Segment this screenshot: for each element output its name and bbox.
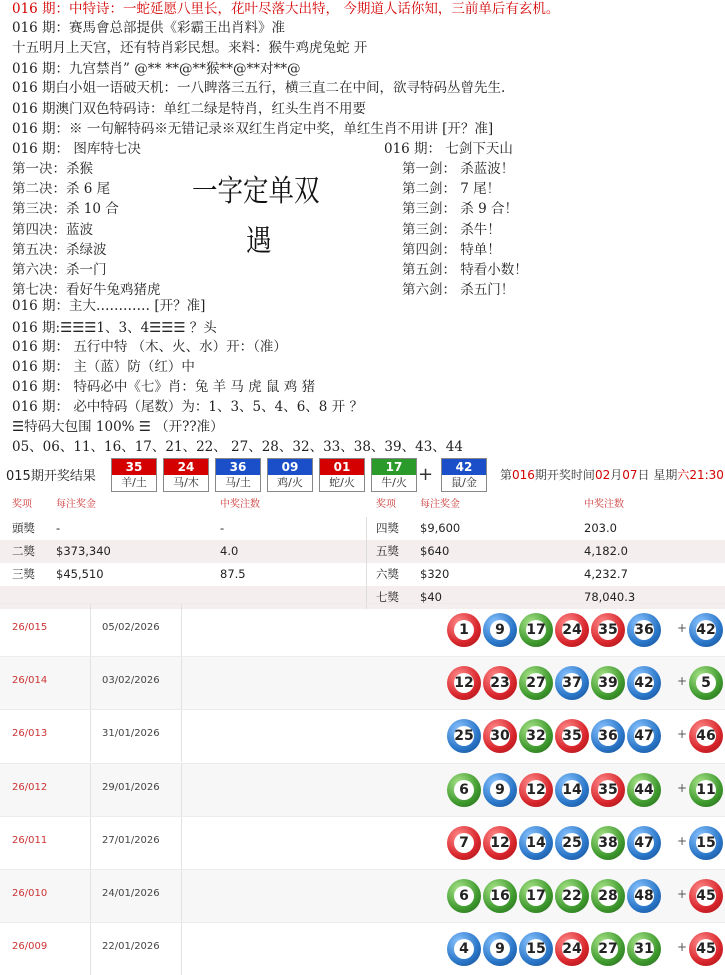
lottery-ball — [591, 666, 625, 700]
ball-number: 36 — [634, 622, 654, 638]
lottery-ball — [627, 773, 661, 807]
lottery-ball — [591, 773, 625, 807]
result-ball-zodiac: 马/土 — [225, 476, 251, 489]
ball-number: 12 — [526, 781, 546, 798]
history-date: 31/01/2026 — [102, 728, 160, 740]
lottery-ball — [591, 879, 625, 913]
lottery-ball — [627, 719, 661, 753]
ball-number: 42 — [634, 675, 654, 692]
lottery-ball — [447, 613, 481, 647]
handwrite-line1: 一字定单双 — [192, 174, 320, 209]
special-ball — [689, 613, 723, 647]
ball-number: 22 — [562, 888, 582, 904]
left-col-item: 第四决：蓝波 — [12, 221, 93, 238]
special-ball — [689, 773, 723, 807]
history-date: 24/01/2026 — [102, 888, 160, 899]
lottery-ball — [447, 879, 481, 913]
result-special-ball — [441, 458, 487, 492]
special-ball — [689, 932, 723, 966]
ball-number: 28 — [598, 888, 618, 904]
plus-sign: + — [677, 780, 688, 795]
row-divider — [181, 764, 182, 816]
lottery-ball — [555, 666, 589, 700]
result-ball-number: 42 — [442, 459, 486, 475]
history-issue: 26/011 — [12, 834, 48, 846]
prize-cell: 203.0 — [584, 521, 617, 535]
text-line: 05、06、11、16、17、21、22、 27、28、32、33、38、39、43、44 — [12, 439, 463, 455]
prize-row — [0, 517, 725, 540]
prize-cell: - — [56, 521, 61, 535]
prize-header-row — [0, 495, 725, 515]
result-ball-zodiac: 马/木 — [173, 476, 199, 489]
special-ball — [689, 826, 723, 860]
prize-cell: 4.0 — [220, 544, 239, 558]
prize-cell: 4,182.0 — [584, 544, 628, 558]
right-col-item: 第三剑： 杀 9 合！ — [402, 201, 518, 218]
ball-number: 7 — [454, 833, 474, 853]
result-ball-zodiac: 鸡/火 — [277, 476, 303, 489]
row-divider — [90, 604, 91, 656]
text-line: 016 期： 五行中特 （木、火、水）开：（准） — [12, 339, 287, 355]
prize-cell: 三獎 — [12, 567, 35, 581]
text-line: 016 期:☰☰☰1、3、4☰☰☰ ？头 — [12, 320, 217, 336]
ball-number: 5 — [696, 673, 716, 693]
prize-divider — [366, 517, 367, 609]
result-ball — [267, 458, 313, 492]
prize-cell: 七獎 — [376, 590, 399, 604]
left-col-item: 第七决：看好牛兔鸡猪虎 — [12, 282, 161, 299]
ball-number: 45 — [696, 888, 716, 904]
history-issue: 26/015 — [12, 622, 48, 633]
result-ball — [111, 458, 157, 492]
prize-cell: 五獎 — [376, 544, 399, 558]
lottery-ball — [483, 773, 517, 807]
history-issue: 26/013 — [12, 728, 48, 740]
prize-cell: 78,040.3 — [584, 590, 636, 604]
lottery-ball — [519, 826, 553, 860]
text-line: 016 期：主大………… [开？准] — [12, 298, 206, 314]
right-col-item: 第五剑： 特看小数！ — [402, 262, 528, 278]
ball-number: 25 — [562, 834, 582, 851]
row-divider — [90, 657, 91, 709]
ball-number: 35 — [598, 781, 618, 798]
row-divider — [90, 870, 91, 922]
ball-number: 27 — [526, 675, 546, 692]
plus-sign: + — [677, 727, 688, 742]
text-line: ☰特码大包围 100% ☰ （开??准） — [12, 419, 224, 435]
row-divider — [90, 710, 91, 762]
lottery-ball — [483, 879, 517, 913]
prize-header-cell: 奖项 — [376, 499, 396, 510]
history-date: 05/02/2026 — [102, 622, 160, 633]
left-col-header: 016 期： 图库特七决 — [12, 141, 141, 157]
text-line: 016 期：※ 一句解特码※无错记录※双红生肖定中奖，单红生肖不用讲 [开？准] — [12, 121, 494, 137]
right-col-item: 第六剑： 杀五门！ — [402, 282, 515, 299]
lottery-ball — [555, 879, 589, 913]
ball-number: 17 — [526, 622, 546, 638]
lottery-ball — [519, 932, 553, 966]
text-line: 016 期： 特码必中《七》肖：兔 羊 马 虎 鼠 鸡 猪 — [12, 379, 316, 395]
lottery-ball — [591, 932, 625, 966]
right-col-item: 第三剑： 杀牛！ — [402, 221, 501, 238]
lottery-ball — [627, 826, 661, 860]
history-row — [0, 869, 725, 922]
history-issue: 26/009 — [12, 941, 48, 953]
left-col-item: 第一决：杀猴 — [12, 161, 93, 177]
text-line: 十五明月上天宫，还有特肖彩民想。来料：猴牛鸡虎兔蛇 开 — [12, 40, 368, 56]
result-ball-number: 09 — [268, 459, 312, 475]
lottery-ball — [447, 666, 481, 700]
text-line: 016 期： 必中特码（尾数）为：1、3、5、4、6、8 开 ？ — [12, 399, 363, 415]
ball-number: 23 — [490, 675, 510, 692]
special-ball — [689, 719, 723, 753]
left-col-item: 第二决：杀 6 尾 — [12, 181, 111, 198]
ball-number: 16 — [490, 888, 510, 904]
result-ball-zodiac: 羊/土 — [121, 476, 147, 489]
lottery-ball — [591, 826, 625, 860]
ball-number: 9 — [490, 939, 510, 959]
prize-header-cell: 奖项 — [12, 499, 32, 510]
row-divider — [90, 764, 91, 816]
ball-number: 24 — [562, 622, 582, 638]
history-issue: 26/014 — [12, 675, 48, 687]
plus-sign: + — [677, 940, 688, 955]
left-col-item: 第三决：杀 10 合 — [12, 201, 119, 218]
plus-sign: + — [677, 621, 688, 635]
row-divider — [90, 923, 91, 975]
history-issue: 26/012 — [12, 781, 48, 793]
right-col-item: 第一剑： 杀蓝波！ — [402, 161, 515, 177]
lottery-ball — [519, 773, 553, 807]
prize-cell: 六獎 — [376, 567, 399, 581]
ball-number: 6 — [454, 886, 474, 906]
prize-cell: 二獎 — [12, 544, 35, 558]
ball-number: 46 — [696, 728, 716, 745]
ball-number: 32 — [526, 728, 546, 745]
result-ball-number: 36 — [216, 459, 260, 475]
prize-cell: $40 — [420, 590, 442, 604]
prize-cell: 頭獎 — [12, 521, 35, 535]
lottery-ball — [627, 666, 661, 700]
history-date: 29/01/2026 — [102, 781, 160, 793]
ball-number: 35 — [598, 622, 618, 638]
lottery-ball — [555, 773, 589, 807]
lottery-ball — [483, 826, 517, 860]
result-ball — [163, 458, 209, 492]
handwrite-line2: 遇 — [246, 224, 272, 259]
result-ball-number: 01 — [320, 459, 364, 475]
lottery-ball — [555, 826, 589, 860]
ball-number: 47 — [634, 728, 654, 745]
result-ball-zodiac: 蛇/火 — [329, 476, 355, 489]
special-ball — [689, 879, 723, 913]
special-ball — [689, 666, 723, 700]
history-date: 27/01/2026 — [102, 834, 160, 846]
lottery-ball — [591, 719, 625, 753]
row-divider — [181, 923, 182, 975]
history-date: 22/01/2026 — [102, 941, 160, 953]
right-col-item: 第二剑： 7 尾！ — [402, 181, 501, 198]
ball-number: 12 — [454, 675, 474, 692]
plus-sign: + — [677, 674, 688, 689]
prize-cell: $320 — [420, 567, 450, 581]
lottery-ball — [447, 932, 481, 966]
text-line: 016 期白小姐一语破天机：一八睥落三五行，横三直二在中间，欲寻特码丛曾先生. — [12, 80, 506, 96]
ball-number: 25 — [454, 728, 474, 745]
prize-header-cell: 中奖注数 — [220, 499, 260, 510]
lottery-ball — [555, 719, 589, 753]
prize-header-cell: 每注奖金 — [56, 499, 96, 510]
ball-number: 4 — [454, 939, 474, 959]
lottery-ball — [483, 666, 517, 700]
result-ball — [319, 458, 365, 492]
lottery-ball — [447, 719, 481, 753]
result-ball — [371, 458, 417, 492]
ball-number: 15 — [526, 941, 546, 958]
lottery-ball — [519, 666, 553, 700]
row-divider — [181, 870, 182, 922]
text-line: 016 期： 主（蓝）防（红）中 — [12, 359, 195, 375]
ball-number: 1 — [454, 620, 474, 640]
lottery-ball — [627, 932, 661, 966]
lottery-ball — [483, 932, 517, 966]
prize-header-cell: 中奖注数 — [584, 499, 624, 510]
lottery-ball — [447, 773, 481, 807]
lottery-ball — [519, 613, 553, 647]
right-col-header: 016 期： 七剑下天山 — [384, 141, 513, 157]
history-row — [0, 763, 725, 816]
lottery-ball — [555, 613, 589, 647]
left-col-item: 第六决：杀一门 — [12, 262, 107, 278]
prize-row — [0, 540, 725, 563]
row-divider — [181, 817, 182, 869]
prize-cell: $373,340 — [56, 544, 111, 558]
ball-number: 42 — [696, 622, 716, 638]
ball-number: 9 — [490, 780, 510, 800]
ball-number: 44 — [634, 781, 654, 798]
lottery-ball — [483, 719, 517, 753]
plus-sign: + — [418, 464, 434, 485]
plus-sign: + — [677, 887, 688, 901]
ball-number: 11 — [696, 781, 716, 798]
result-ball-number: 35 — [112, 459, 156, 475]
ball-number: 39 — [598, 675, 618, 692]
result-ball-number: 17 — [372, 459, 416, 475]
row-divider — [181, 710, 182, 762]
ball-number: 9 — [490, 620, 510, 640]
lottery-ball — [519, 719, 553, 753]
row-divider — [181, 657, 182, 709]
lottery-ball — [627, 879, 661, 913]
prize-cell: 四獎 — [376, 521, 399, 535]
ball-number: 30 — [490, 728, 510, 745]
lottery-ball — [483, 613, 517, 647]
history-row — [0, 656, 725, 709]
ball-number: 38 — [598, 834, 618, 851]
plus-sign: + — [677, 833, 688, 848]
ball-number: 45 — [696, 941, 716, 958]
row-divider — [181, 604, 182, 656]
prize-row — [0, 563, 725, 586]
row-divider — [90, 817, 91, 869]
ball-number: 6 — [454, 780, 474, 800]
result-ball — [215, 458, 261, 492]
lottery-ball — [447, 826, 481, 860]
ball-number: 35 — [562, 728, 582, 745]
text-line: 016 期澳门双色特码诗：单红二绿是特肖，红头生肖不用要 — [12, 101, 367, 117]
history-row — [0, 922, 725, 975]
lottery-ball — [591, 613, 625, 647]
ball-number: 48 — [634, 888, 654, 904]
history-date: 03/02/2026 — [102, 675, 160, 687]
left-col-item: 第五决：杀绿波 — [12, 241, 107, 258]
next-draw-time: 第016期开奖时间02月07日 星期六21:30 — [500, 468, 724, 482]
history-issue: 26/010 — [12, 888, 48, 899]
ball-number: 47 — [634, 834, 654, 851]
result-bar — [0, 456, 725, 492]
ball-number: 24 — [562, 941, 582, 958]
history-row — [0, 603, 725, 656]
ball-number: 31 — [634, 941, 654, 958]
ball-number: 27 — [598, 941, 618, 958]
prize-header-cell: 每注奖金 — [420, 499, 460, 510]
ball-number: 36 — [598, 728, 618, 745]
history-row — [0, 816, 725, 869]
result-ball-number: 24 — [164, 459, 208, 475]
prize-cell: $640 — [420, 544, 450, 558]
ball-number: 37 — [562, 675, 582, 692]
result-label: 015期开奖结果 — [6, 469, 96, 484]
result-ball-zodiac: 牛/火 — [381, 476, 407, 489]
prize-cell: $45,510 — [56, 567, 104, 581]
text-line: 016 期：中特诗：一蛇延愿八里长，花叶尽落大出特， 今期道人话你知，三前单后有玄机。 — [12, 1, 560, 17]
prize-cell: 4,232.7 — [584, 567, 628, 581]
ball-number: 12 — [490, 834, 510, 851]
result-ball-zodiac: 鼠/金 — [451, 476, 477, 489]
lottery-ball — [519, 879, 553, 913]
lottery-ball — [627, 613, 661, 647]
ball-number: 14 — [562, 781, 582, 798]
prize-cell: $9,600 — [420, 521, 461, 535]
ball-number: 17 — [526, 888, 546, 904]
lottery-ball — [555, 932, 589, 966]
prize-cell: 87.5 — [220, 567, 246, 581]
history-row — [0, 709, 725, 762]
ball-number: 14 — [526, 834, 546, 851]
ball-number: 15 — [696, 834, 716, 851]
prize-cell: - — [220, 521, 225, 535]
right-col-item: 第四剑： 特单！ — [402, 241, 501, 258]
text-line: 016 期：赛馬會总部提供《彩霸王出肖料》准 — [12, 20, 286, 36]
text-line: 016 期：九宫禁肖” @** **@**猴**@**对**@ — [12, 61, 301, 77]
